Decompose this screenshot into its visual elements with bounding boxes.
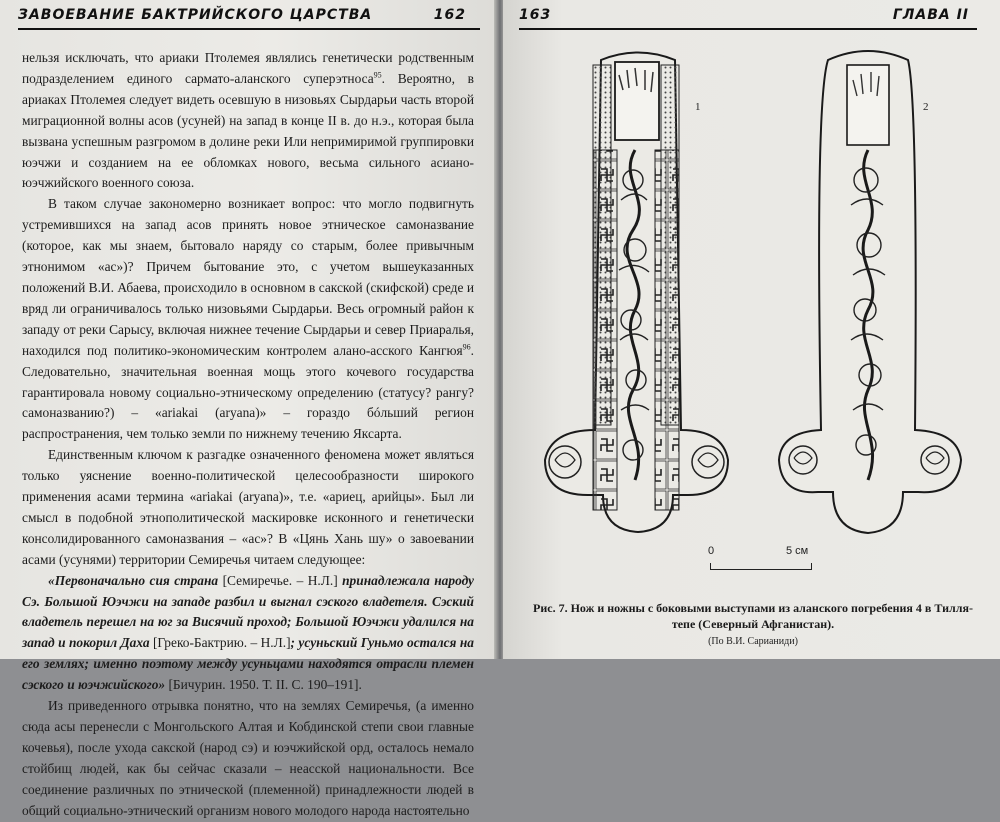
figure-caption: Рис. 7. Нож и ножны с боковыми выступами из аланского погребения 4 в Тилля-тепе (Северный Афганистан). — [533, 601, 973, 631]
figure-credit: (По В.И. Сарианиди) — [708, 636, 798, 647]
scale-bar — [708, 545, 818, 585]
sheath-1-drawing — [545, 53, 728, 533]
paragraph-1-text-a: нельзя исключать, что ариаки Птолемея являлись генетически родственным подразделением единого сармато-аланского суперэтноса — [22, 50, 474, 86]
right-running-header — [519, 4, 977, 30]
paragraph-1-text-b: . Вероятно, в ариаках Птолемея следует видеть осевшую в низовьях Сырдарьи часть второй миграционной волны асов (усуней) на запад в конце II в. до н.э., которая была вызвана успешным разгромом в долине реки Или непримиримой группировки юэчжи и созданием на ее обломках нового, весьма сильного асиано-юэчжийского военного союза. — [22, 70, 474, 191]
sheath-2-drawing — [779, 51, 961, 533]
scale-end-label: 5 см — [786, 545, 809, 557]
footnote-ref-95: 95 — [373, 70, 382, 80]
quote-part-3: принадлежала народу Сэ. Большой Юэчжи на западе разбил и выгнал сэского владетеля. Сэский владетель перешел на юг за Висячий проход; Большой Юэчжи удалился на запад и покорил Даха — [22, 572, 474, 651]
paragraph-2 — [22, 194, 474, 445]
right-page-number: 163 — [519, 7, 552, 23]
right-page — [503, 0, 1000, 659]
quote-part-4: [Греко-Бактрию. – Н.Л.] — [152, 635, 291, 651]
quote-part-1: «Первоначально сия страна — [48, 572, 223, 588]
left-page-number: 162 — [433, 7, 466, 23]
paragraph-1 — [22, 48, 474, 194]
figure-label-2: 2 — [923, 101, 929, 113]
quote-paragraph — [22, 571, 474, 696]
footnote-ref-96: 96 — [462, 342, 471, 352]
paragraph-3-text: Единственным ключом к разгадке означенного феномена может являться только уяснение военно-политической целесообразности широкого применения асами термина «ariakai (aryana)», т.е. «ариец, арийцы». Был ли смысл в подобной этнополитической маскировке исконного и генетически консолидированного самоназвания – «ас»? В «Цянь Хань шу» о завоевании асами (усунями) территории Семиречья читаем следующее: — [22, 447, 474, 567]
left-page — [0, 0, 497, 818]
left-header-title: ЗАВОЕВАНИЕ БАКТРИЙСКОГО ЦАРСТВА — [18, 7, 373, 23]
paragraph-5 — [22, 696, 474, 821]
left-body-text — [22, 48, 474, 822]
figure-knife-and-sheath — [523, 40, 983, 585]
paragraph-5-text: Из приведенного отрывка понятно, что на землях Семиречья, (а именно сюда асы перенесли с Монгольского Алтая и Кобдинской степи свои главные кочевья), после ухода сакской (народ сэ) и юэчжийской орд, осталось немало стойбищ людей, как бы сейчас сказали – неасской национальности. Все соединение различных по этнической (племенной) принадлежности людей в общий социально-этнический организм нового молодого народа настоятельно — [22, 698, 474, 818]
scale-line — [710, 563, 812, 570]
figure-drawing — [523, 40, 983, 585]
quote-part-5: ; усуньский Гуньмо остался на его землях; именно поэтому между усуньцами находятся отрасли племен сэского и юэчжийского» — [22, 635, 474, 693]
paragraph-3 — [22, 445, 474, 570]
quote-citation: [Бичурин. 1950. Т. II. С. 190–191]. — [165, 677, 362, 693]
figure-label-1: 1 — [695, 101, 701, 113]
scale-start-label: 0 — [708, 545, 715, 557]
paragraph-2-text-b: . Следовательно, значительная военная мощь этого кочевого государства гарантировала новому социально-этническому определению (статусу? рангу? самоназванию?) – «ariakai (aryana)» – гораздо бóльший регион распространения, чем только земли по нижнему течению Яксарта. — [22, 342, 474, 442]
right-header-title: ГЛАВА II — [892, 7, 969, 23]
left-running-header — [18, 4, 480, 30]
paragraph-2-text-a: В таком случае закономерно возникает вопрос: что могло подвигнуть устремившихся на запад асов принять новое этническое самоназвание (которое, как мы знаем, бытовало наряду со старым, более привычным этнонимом «ас»)? Причем бытование это, с учетом вышеуказанных положений В.И. Абаева, происходило в основном в сакской (скифской) среде и вряд ли ограничивалось только низовьями Сырдарьи. Весь огромный район к западу от реки Сарысу, включая нижнее течение Сырдарьи и север Приаралья, находился под политико-экономическим контролем алано-асского Кангюя — [22, 196, 474, 358]
quote-part-2: [Семиречье. – Н.Л.] — [222, 572, 343, 588]
